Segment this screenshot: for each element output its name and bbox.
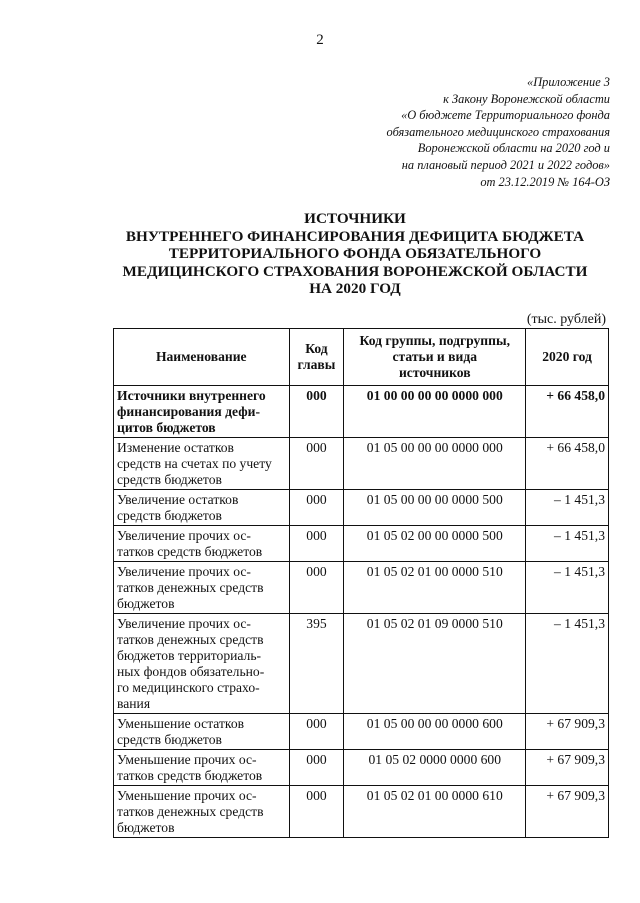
appendix-line: «Приложение 3	[527, 75, 610, 89]
name-line: средств бюджетов	[117, 732, 222, 747]
appendix-line: «О бюджете Территориального фонда	[401, 108, 610, 123]
row-code: 000	[289, 562, 344, 614]
header-line: Код	[305, 341, 328, 356]
name-line: вания	[117, 696, 151, 711]
appendix-note	[290, 74, 610, 190]
title-line: МЕДИЦИНСКОГО СТРАХОВАНИЯ ВОРОНЕЖСКОЙ ОБЛАСТИ	[122, 262, 588, 280]
name-line: средств бюджетов	[117, 508, 222, 523]
row-group-code: 01 05 00 00 00 0000 500	[344, 490, 526, 526]
row-amount: + 67 909,3	[526, 750, 609, 786]
header-name: Наименование	[114, 329, 290, 386]
row-amount: + 67 909,3	[526, 786, 609, 838]
name-line: Увеличение прочих ос-	[117, 528, 251, 543]
row-amount: – 1 451,3	[526, 526, 609, 562]
table-row	[114, 614, 609, 714]
table-row	[114, 714, 609, 750]
row-group-code: 01 05 02 01 00 0000 610	[344, 786, 526, 838]
title-line: ТЕРРИТОРИАЛЬНОГО ФОНДА ОБЯЗАТЕЛЬНОГО	[168, 245, 542, 262]
name-line: бюджетов	[117, 820, 175, 835]
row-group-code: 01 05 02 01 00 0000 510	[344, 562, 526, 614]
row-name	[114, 490, 290, 526]
header-line: Код группы, подгруппы,	[359, 333, 510, 348]
document-title	[100, 210, 610, 298]
title-line: ИСТОЧНИКИ	[304, 210, 406, 227]
row-code: 000	[289, 438, 344, 490]
row-group-code: 01 05 02 0000 0000 600	[344, 750, 526, 786]
row-group-code: 01 05 02 00 00 0000 500	[344, 526, 526, 562]
table-row	[114, 386, 609, 438]
name-line: Источники внутреннего	[117, 388, 266, 403]
name-line: финансирования дефи-	[117, 404, 260, 419]
title-line: ВНУТРЕННЕГО ФИНАНСИРОВАНИЯ ДЕФИЦИТА БЮДЖЕТА	[125, 227, 585, 245]
name-line: татков денежных средств	[117, 804, 264, 819]
row-code: 000	[289, 750, 344, 786]
header-code-chapter	[289, 329, 344, 386]
name-line: Увеличение остатков	[117, 492, 239, 507]
row-amount: – 1 451,3	[526, 614, 609, 714]
appendix-line: от 23.12.2019 № 164-ОЗ	[480, 174, 610, 189]
row-name	[114, 438, 290, 490]
title-line: НА 2020 ГОД	[309, 280, 401, 297]
name-line: Уменьшение остатков	[117, 716, 245, 731]
name-line: татков средств бюджетов	[117, 768, 263, 783]
row-name	[114, 614, 290, 714]
table-row	[114, 786, 609, 838]
table-row	[114, 562, 609, 614]
name-line: Уменьшение прочих ос-	[117, 752, 257, 767]
header-code-group	[344, 329, 526, 386]
row-code: 000	[289, 786, 344, 838]
name-line: татков средств бюджетов	[117, 544, 263, 559]
page-number: 2	[316, 32, 324, 48]
name-line: средств бюджетов	[117, 472, 222, 487]
appendix-line: на плановый период 2021 и 2022 годов»	[401, 157, 610, 172]
name-line: Уменьшение прочих ос-	[117, 788, 257, 803]
row-code: 000	[289, 490, 344, 526]
name-line: Увеличение прочих ос-	[117, 616, 251, 631]
sources-table	[113, 328, 609, 838]
row-amount: + 66 458,0	[526, 386, 609, 438]
name-line: татков денежных средств	[117, 632, 264, 647]
row-group-code: 01 00 00 00 00 0000 000	[344, 386, 526, 438]
row-code: 000	[289, 386, 344, 438]
row-group-code: 01 05 00 00 00 0000 600	[344, 714, 526, 750]
row-name	[114, 562, 290, 614]
row-code: 000	[289, 714, 344, 750]
header-year: 2020 год	[526, 329, 609, 386]
units-label: (тыс. рублей)	[526, 312, 606, 327]
row-amount: – 1 451,3	[526, 490, 609, 526]
row-amount: + 67 909,3	[526, 714, 609, 750]
row-amount: – 1 451,3	[526, 562, 609, 614]
table-header-row	[114, 329, 609, 386]
row-code: 000	[289, 526, 344, 562]
row-group-code: 01 05 02 01 09 0000 510	[344, 614, 526, 714]
row-name	[114, 526, 290, 562]
name-line: средств на счетах по учету	[117, 456, 272, 471]
row-name	[114, 786, 290, 838]
table-row	[114, 526, 609, 562]
appendix-line: Воронежской области на 2020 год и	[417, 141, 610, 156]
name-line: Изменение остатков	[117, 440, 234, 455]
name-line: бюджетов территориаль-	[117, 648, 262, 663]
row-name	[114, 714, 290, 750]
appendix-line: к Закону Воронежской области	[443, 91, 610, 106]
appendix-line: обязательного медицинского страхования	[386, 124, 610, 139]
name-line: татков денежных средств	[117, 580, 264, 595]
row-code: 395	[289, 614, 344, 714]
table-row	[114, 490, 609, 526]
name-line: бюджетов	[117, 596, 175, 611]
table-row	[114, 750, 609, 786]
row-amount: + 66 458,0	[526, 438, 609, 490]
row-group-code: 01 05 00 00 00 0000 000	[344, 438, 526, 490]
header-line: источников	[398, 365, 471, 380]
table-row	[114, 438, 609, 490]
header-line: главы	[297, 357, 336, 372]
name-line: го медицинского страхо-	[117, 680, 260, 695]
name-line: ных фондов обязательно-	[117, 664, 265, 679]
name-line: цитов бюджетов	[117, 420, 216, 435]
name-line: Увеличение прочих ос-	[117, 564, 251, 579]
row-name	[114, 386, 290, 438]
row-name	[114, 750, 290, 786]
header-line: статьи и вида	[392, 349, 478, 364]
